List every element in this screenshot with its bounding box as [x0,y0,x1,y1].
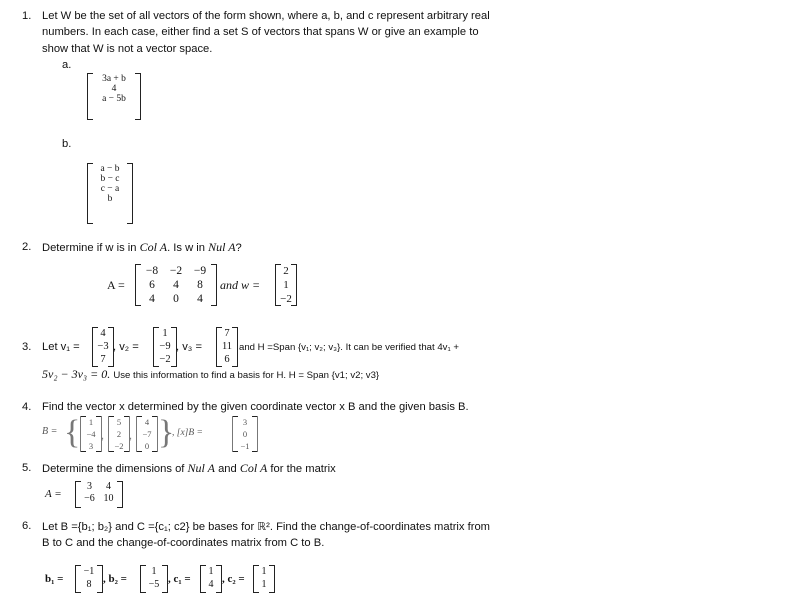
q6-c2-entry: 1 [261,579,267,590]
q3-vector-v1 [92,327,114,367]
q2-a-entry: 4 [173,279,179,291]
q2-a-eq: A = [107,278,125,292]
q5-col-a: Col A [239,461,268,475]
q6-c1-eq: , c₁ = [168,573,191,585]
q3-line2-math: 5v₂ − 3v₃ = 0. [42,367,111,381]
q4-xb-eq: , [x]B = [172,428,203,438]
q2-w-entry: 1 [283,279,289,291]
q1-b-entry: a − b [100,164,120,174]
q4-number: 4. [22,401,32,413]
q2-text-pre: Determine if w is in [42,242,140,254]
q6-c2-entry: 1 [261,566,267,577]
q3-v3-entry: 11 [221,341,233,352]
q6-line1: Let B ={b₁; b₂} and C ={c₁; c2} be bases for ℝ². Find the change-of-coordinates matrix from [42,521,490,533]
q2-w-entry: 2 [283,265,289,277]
q6-b2-entry: 1 [151,566,157,577]
q1-number: 1. [22,10,32,22]
q6-b1-eq: b₁ = [45,573,64,585]
q1-a-entry: 4 [111,84,117,94]
q1-b-entry: b − c [100,174,120,184]
q4-vector-xb [232,416,258,452]
q5-matrix-entry: 10 [103,493,114,504]
q6-vector-b2 [140,565,168,593]
q4-b-eq: B = [42,426,58,437]
q6-b1-entry: 8 [86,579,92,590]
q6-number: 6. [22,520,32,532]
q5-number: 5. [22,462,32,474]
q5-matrix-entry: 3 [87,481,92,492]
q1-a-label: a. [62,59,72,71]
q2-a-entry: 6 [149,279,155,291]
q3-span-text: and H =Span {v₁; v₂; v₃}. It can be verified that 4v₁ + [239,342,459,353]
q6-line2: B to C and the change-of-coordinates matrix from C to B. [42,537,325,549]
q4-b1-entry: 3 [88,441,94,451]
q5-matrix [75,481,123,508]
q3-v2-eq: , v₂ = [113,341,139,353]
q2-col-a: Col A [139,240,168,254]
q6-vector-c1 [200,565,222,593]
q4-vector-b2 [108,416,133,452]
q4-b1-entry: −4 [86,429,96,439]
q3-v1-entry: 7 [100,354,106,365]
q1-b-vector [87,163,133,224]
q6-c1-entry: 1 [208,566,214,577]
q4-b2-entry: −2 [114,441,124,451]
q1-line2: numbers. In each case, either find a set S of vectors that spans W or give an example to [42,26,479,38]
q3-v1-entry: −3 [97,341,109,352]
q2-text [42,240,242,255]
q3-v3-entry: 7 [224,328,230,339]
q3-v2-entry: −2 [159,354,171,365]
q5-matrix-entry: 4 [106,481,111,492]
q3-v3-eq: , v₃ = [176,341,203,353]
q2-a-entry: 4 [149,293,155,305]
q6-b1-entry: −1 [83,566,95,577]
q2-a-entry: 4 [197,293,203,305]
q4-b3-entry: 0 [144,441,150,451]
q2-a-entry: −9 [193,265,207,277]
q4-b3-entry: −7 [142,429,152,439]
q3-v2-entry: 1 [162,328,168,339]
q2-w-entry: −2 [280,293,292,305]
q4-comma: , [101,430,105,442]
q2-vector-w [275,264,297,306]
q2-text-post: ? [235,242,242,254]
q4-xb-entry: −1 [240,441,250,451]
q4-comma: , [129,430,133,442]
q3-vector-v3 [216,327,238,367]
q4-b2-entry: 5 [116,417,122,427]
q5-a-eq: A = [45,488,62,500]
q1-a-vector [87,73,141,120]
q1-b-entry: c − a [100,184,120,194]
q2-and-w: and w = [220,278,261,292]
q2-number: 2. [22,241,32,253]
q3-v3-entry: 6 [224,354,230,365]
q6-c2-eq: , c₂ = [222,573,245,585]
q6-b2-entry: −5 [148,579,160,590]
q5-text-and: and [214,463,240,475]
q5-text [42,461,336,476]
q3-v1-entry: 4 [100,328,106,339]
q4-text: Find the vector x determined by the given coordinate vector x B and the given basis B. [42,401,469,413]
q4-vector-b3 [136,416,158,452]
q4-b2-entry: 2 [116,429,122,439]
q6-vector-c2 [253,565,275,593]
q2-a-entry: 0 [173,293,179,305]
q2-a-entry: 8 [197,279,203,291]
q6-b2-eq: , b₂ = [103,573,127,585]
q4-xb-entry: 0 [242,429,248,439]
q5-nul-a: Nul A [187,461,215,475]
q3-v2-entry: −9 [159,341,171,352]
q5-matrix-entry: −6 [84,493,95,504]
q3-line2-text: Use this information to find a basis for H. H = Span {v1; v2; v3} [113,370,380,381]
q4-basis-brace-close: } [158,414,175,451]
q2-matrix-a [135,264,217,306]
q5-text-post: for the matrix [267,463,336,475]
q4-b1-entry: 1 [88,417,94,427]
q2-a-entry: −8 [145,265,159,277]
q2-nul-a: Nul A [208,240,236,254]
q1-b-entry: b [107,194,113,204]
q2-text-mid: . Is w in [167,242,209,254]
q1-line1: Let W be the set of all vectors of the form shown, where a, b, and c represent arbitrary real [42,10,490,22]
q3-line2 [42,367,379,382]
q4-xb-entry: 3 [242,417,248,427]
q1-a-entry: 3a + b [102,74,126,84]
q5-text-pre: Determine the dimensions of [42,463,188,475]
q6-c1-entry: 4 [208,579,214,590]
q1-a-entry: a − 5b [102,94,126,104]
q6-vector-b1 [75,565,103,593]
q4-basis-brace-open: { [64,414,81,451]
q1-line3: show that W is not a vector space. [42,43,213,55]
q1-b-label: b. [62,138,72,150]
q2-a-entry: −2 [169,265,183,277]
q3-vector-v2 [153,327,177,367]
q3-let-v1: Let v₁ = [42,341,80,353]
q3-number: 3. [22,341,32,353]
q4-b3-entry: 4 [144,417,150,427]
q4-vector-b1 [80,416,105,452]
